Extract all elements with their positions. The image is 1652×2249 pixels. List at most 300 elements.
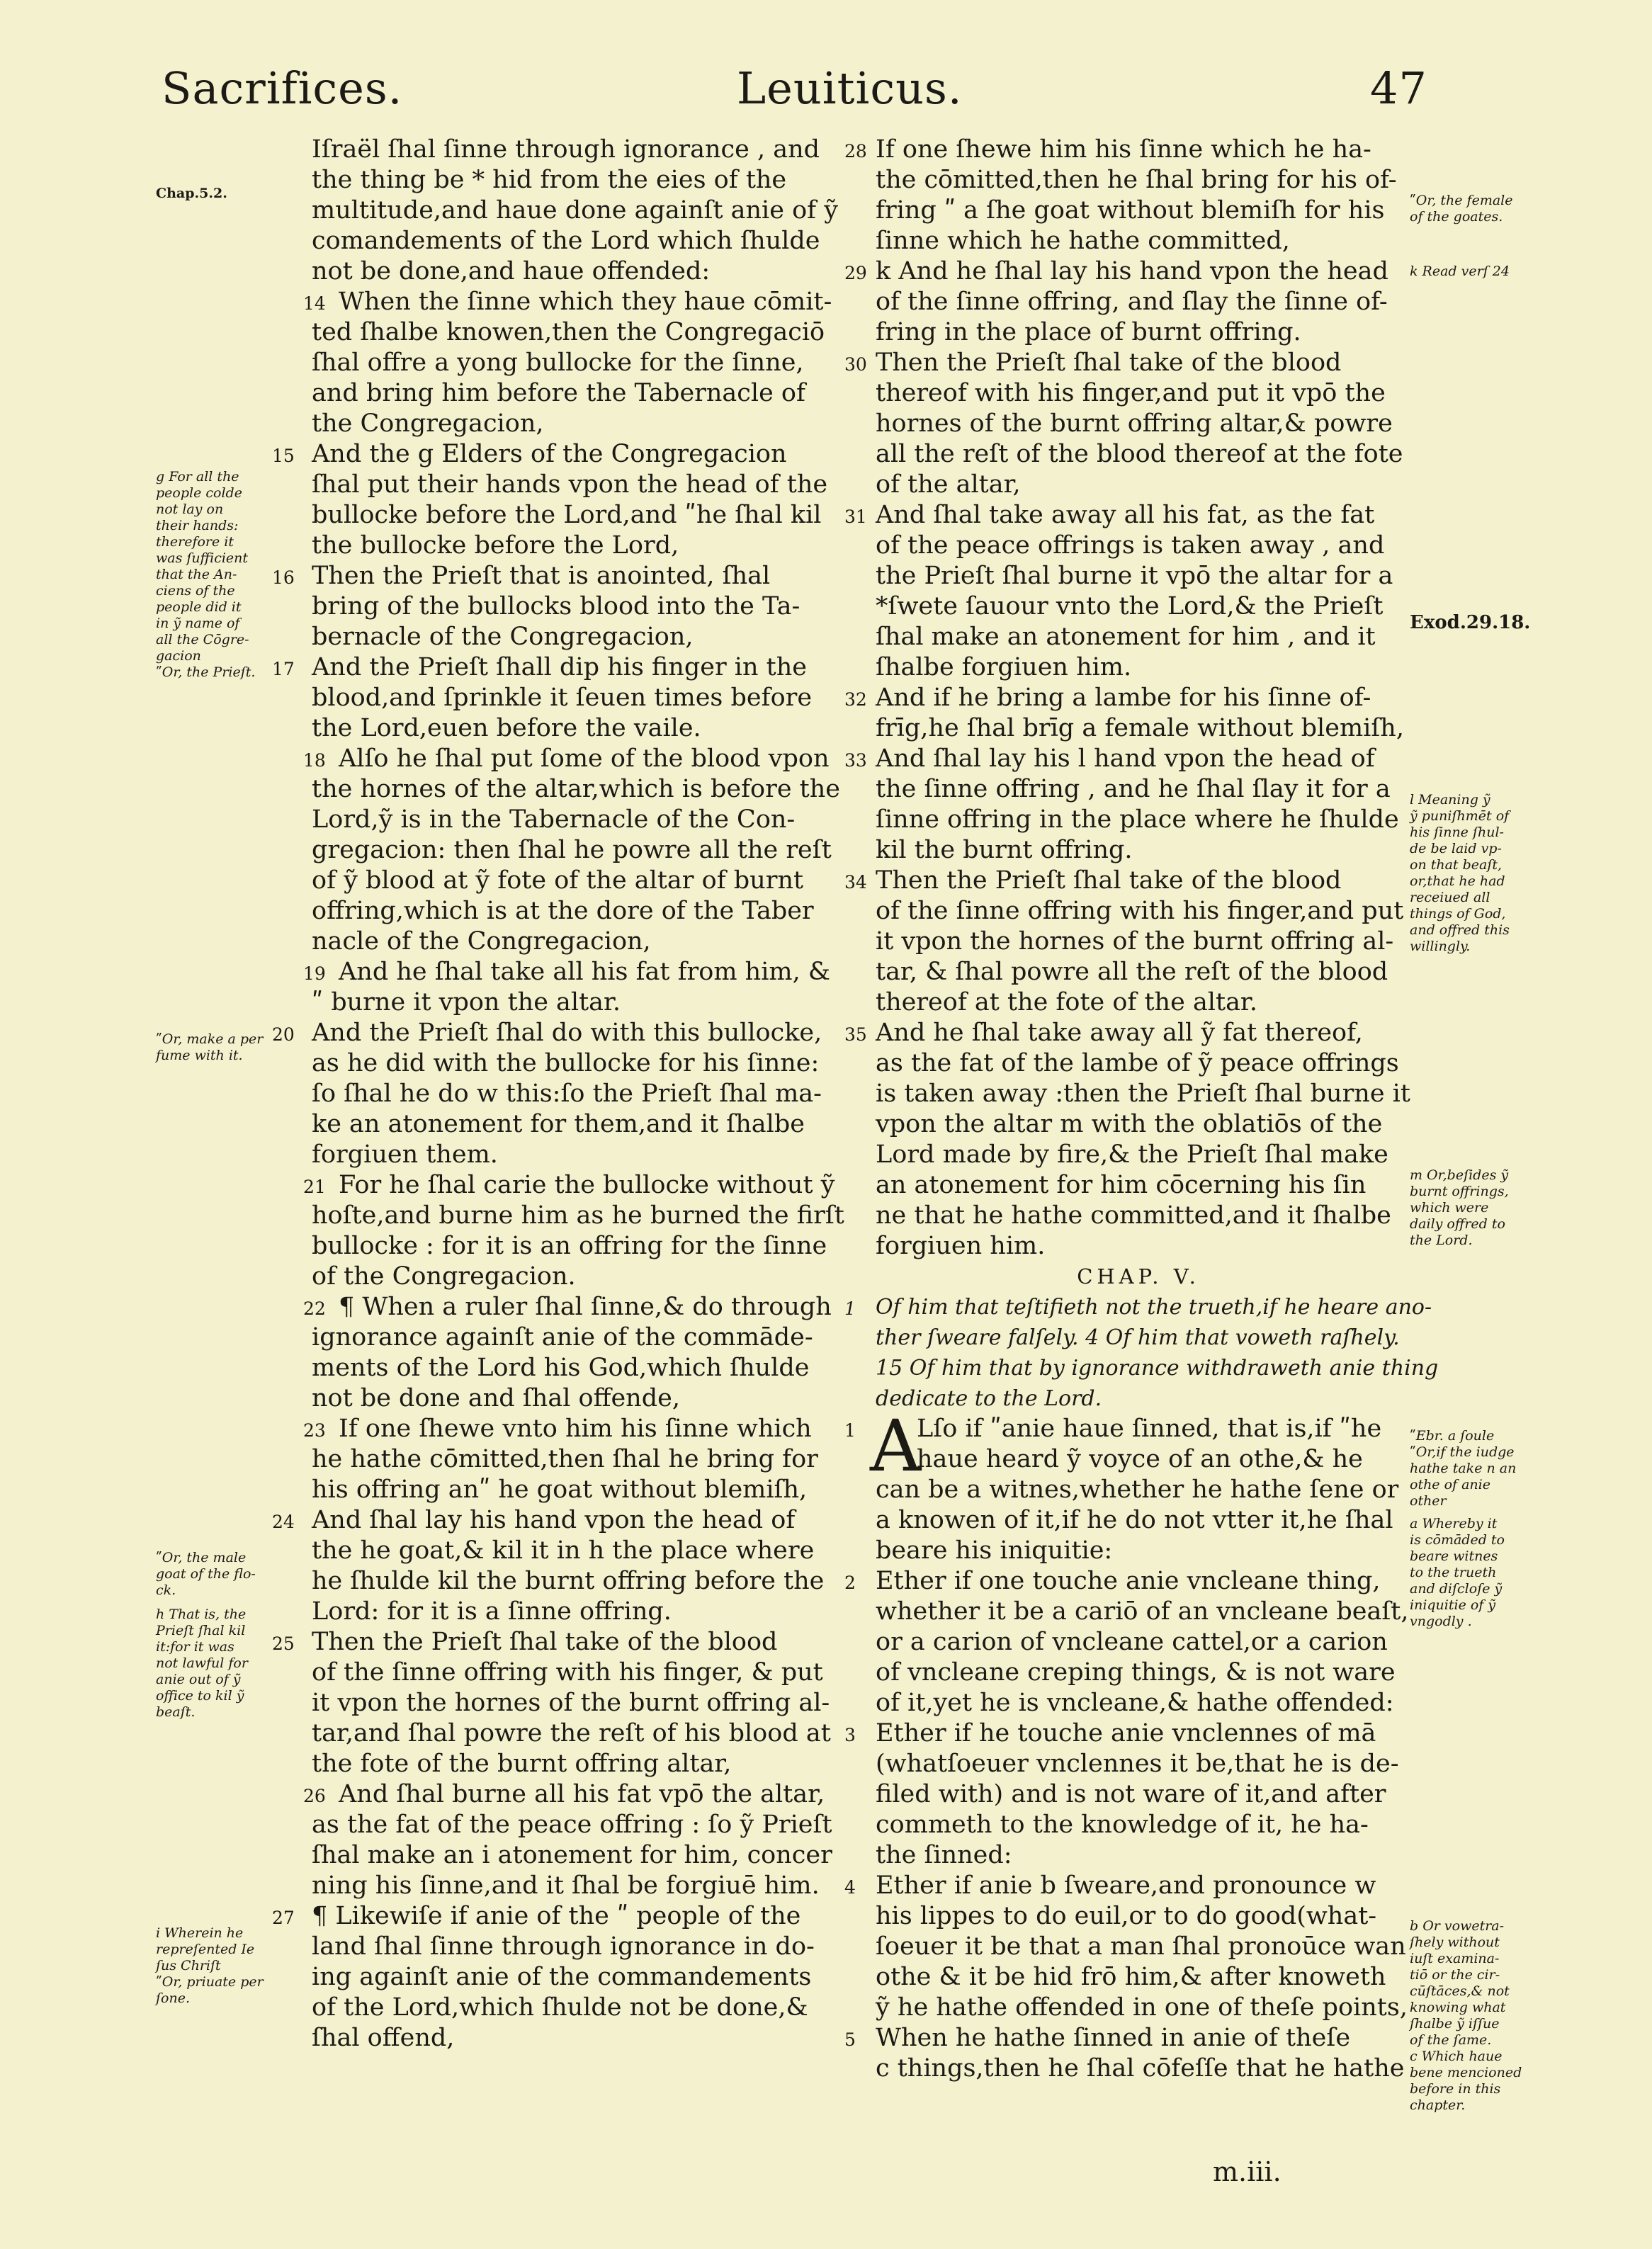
line-text: gregacion: then ſhal he powre all the reſt: [312, 836, 832, 864]
line-text: ſhal offre a yong bullocke for the ſinne,: [312, 349, 804, 377]
text-line: [876, 561, 1401, 591]
line-text: Of him that teſtifieth not the trueth,if he heare ano-: [876, 1295, 1432, 1320]
text-line: [844, 1566, 1401, 1597]
text-line: [876, 1962, 1401, 1993]
text-line: [844, 1292, 1432, 1322]
line-text: the ſinned:: [876, 1841, 1012, 1869]
text-line: [844, 1871, 1401, 1901]
line-text: bullocke before the Lord,and ʺhe ſhal kil: [312, 501, 822, 529]
text-line: [312, 774, 841, 805]
text-line: [312, 1749, 836, 1779]
line-text: of the ſinne offring with his finger,and put: [876, 897, 1404, 925]
text-line: [312, 622, 836, 652]
line-text: And the Prieſt ſhall dip his finger in the: [312, 653, 807, 681]
line-text: ke an atonement for them,and it ſhalbe: [312, 1110, 805, 1138]
line-text: of the altar,: [876, 470, 1021, 499]
line-text: of ỹ blood at ỹ fote of the altar of burnt: [312, 866, 804, 895]
line-text: For he ſhal carie the bullocke without ỹ: [339, 1171, 835, 1199]
line-text: Lſo if ʺanie haue ſinned, that is,if ʺhe: [917, 1415, 1382, 1443]
text-line: [876, 287, 1401, 317]
line-text: And ſhal lay his l hand vpon the head of: [876, 744, 1375, 773]
line-text: When he hathe ſinned in anie of theſe: [876, 2024, 1351, 2052]
line-text: a knowen of it,if he do not vtter it,he ſhal: [876, 1506, 1393, 1534]
verse-number: 17: [272, 659, 295, 679]
margin-note-right: k Read verſ 24: [1410, 264, 1510, 279]
text-line: [876, 1353, 1439, 1383]
line-text: And ſhal lay his hand vpon the head of: [312, 1506, 796, 1534]
line-text: ſo ſhal he do w this:ſo the Prieſt ſhal ma-: [312, 1080, 822, 1108]
text-line: [876, 1749, 1401, 1779]
text-line: [876, 1627, 1401, 1658]
line-text: tar,and ſhal powre the reſt of his blood at: [312, 1719, 831, 1747]
line-text: is taken away :then the Prieſt ſhal burne it: [876, 1080, 1410, 1108]
signature-mark: m.iii.: [1213, 2156, 1282, 2187]
margin-note-right: m Or,beſides ỹ burnt offrings, which were daily offred to the Lord.: [1410, 1167, 1509, 1248]
line-text: And he ſhal take all his fat from him, &: [339, 958, 831, 986]
text-line: [312, 1262, 836, 1292]
line-text: it vpon the hornes of the burnt offring al-: [876, 927, 1394, 956]
text-line: [876, 439, 1401, 470]
margin-note-left: ʺOr, make a per fume with it.: [156, 1031, 264, 1063]
line-text: the Congregacion,: [312, 409, 544, 438]
text-line: [876, 165, 1401, 196]
line-text: And ſhal take away all his fat, as the fat: [876, 501, 1375, 529]
text-line: [844, 1414, 1401, 1444]
text-line: [876, 652, 1401, 683]
line-text: blood,and ſprinkle it ſeuen times before: [312, 684, 813, 712]
line-text: his lippes to do euil,or to do good(what-: [876, 1902, 1377, 1930]
text-line: [876, 1901, 1401, 1932]
text-line: [272, 439, 836, 470]
text-line: [303, 957, 836, 987]
line-text: he ſhulde kil the burnt offring before the: [312, 1567, 825, 1595]
line-text: the thing be * hid from the eies of the: [312, 166, 787, 194]
text-line: [312, 1688, 836, 1718]
line-text: Lord: for it is a ſinne offring.: [312, 1597, 672, 1626]
text-line: [876, 1201, 1401, 1231]
text-line: [876, 1383, 1401, 1414]
line-text: *ſwete ſauour vnto the Lord,& the Prieſt: [876, 592, 1384, 621]
line-text: ſhal offend,: [312, 2024, 455, 2052]
line-text: ſhalbe forgiuen him.: [876, 653, 1132, 681]
line-text: ments of the Lord his God,which ſhulde: [312, 1354, 810, 1382]
verse-number: 29: [844, 263, 867, 283]
text-line: [844, 683, 1401, 713]
line-text: When the ſinne which they haue cōmit-: [339, 288, 832, 316]
line-text: thereof at the fote of the altar.: [876, 988, 1257, 1016]
line-text: the cōmitted,then he ſhal bring for his of-: [876, 166, 1397, 194]
line-text: ¶ When a ruler ſhal ſinne,& do through: [339, 1293, 832, 1321]
line-text: ſinne which he hathe committed,: [876, 227, 1290, 255]
line-text: If one ſhewe him his ſinne which he ha-: [876, 135, 1371, 164]
line-text: comandements of the Lord which ſhulde: [312, 227, 820, 255]
line-text: Then the Prieſt ſhal take of the blood: [876, 349, 1342, 377]
text-line: [312, 1353, 836, 1383]
text-line: [272, 1018, 836, 1048]
running-head-title: Leuiticus.: [737, 62, 963, 114]
text-line: [844, 866, 1401, 896]
line-text: Alſo he ſhal put ſome of the blood vpon: [339, 744, 830, 773]
drop-capital: A: [870, 1405, 922, 1488]
text-line: [312, 1383, 836, 1414]
line-text: of vncleane creping things, & is not ware: [876, 1658, 1396, 1687]
text-line: [303, 1414, 836, 1444]
verse-number: 28: [844, 141, 867, 162]
line-text: fring in the place of burnt offring.: [876, 318, 1301, 346]
margin-note-right: b Or vowetra- ſhely without iuſt examina- tiō or the cir- cūſtāces,& not knowing what ſhalbe ỹ iſſue of the ſame. c Which haue bene mencioned before in this chapter.: [1410, 1918, 1522, 2113]
text-line: [876, 805, 1401, 835]
text-line: [876, 1779, 1401, 1810]
verse-number: 1: [844, 1298, 856, 1319]
line-text: c things,then he ſhal cōfeſſe that he hathe: [876, 2054, 1405, 2083]
line-text: dedicate to the Lord.: [876, 1386, 1102, 1411]
line-text: of the ſinne offring with his finger, & put: [312, 1658, 823, 1687]
line-text: ning his ſinne,and it ſhal be forgiuē him.: [312, 1871, 820, 1900]
chapter-heading: CHAP. V.: [1077, 1264, 1200, 1288]
verse-number: 3: [844, 1725, 856, 1745]
text-line: [876, 1322, 1401, 1353]
line-text: ther ſweare falſely. 4 Of him that voweth raſhely.: [876, 1325, 1400, 1350]
line-text: all the reſt of the blood thereof at the fote: [876, 440, 1403, 468]
verse-number: 31: [844, 506, 867, 527]
text-line: [312, 927, 836, 957]
line-text: ted ſhalbe knowen,then the Congregaciō: [312, 318, 825, 346]
text-line: [312, 1718, 836, 1749]
line-text: Ether if anie b ſweare,and pronounce w: [876, 1871, 1376, 1900]
text-line: [312, 409, 836, 439]
line-text: it vpon the hornes of the burnt offring al-: [312, 1689, 830, 1717]
text-line: [876, 1932, 1406, 1962]
line-text: as the fat of the peace offring : ſo ỹ Prieſt: [312, 1811, 832, 1839]
text-line: [312, 591, 836, 622]
line-text: the Prieſt ſhal burne it vpō the altar for a: [876, 562, 1393, 590]
text-line: [312, 165, 836, 196]
line-text: filed with) and is not ware of it,and after: [876, 1780, 1386, 1808]
line-text: Then the Prieſt ſhal take of the blood: [876, 866, 1342, 895]
line-text: the bullocke before the Lord,: [312, 531, 679, 560]
verse-number: 16: [272, 567, 295, 588]
line-text: ſoeuer it be that a man ſhal pronoūce wan: [876, 1932, 1406, 1961]
line-text: offring,which is at the dore of the Taber: [312, 897, 814, 925]
text-line: [303, 1779, 836, 1810]
text-line: [876, 1688, 1401, 1718]
line-text: or a carion of vncleane cattel,or a carion: [876, 1628, 1388, 1656]
line-text: ſinne offring in the place where he ſhulde: [876, 805, 1399, 834]
line-text: bring of the bullocks blood into the Ta-: [312, 592, 800, 621]
line-text: haue heard ỹ voyce of an othe,& he: [917, 1445, 1363, 1473]
text-line: [876, 591, 1401, 622]
line-text: ʺ burne it vpon the altar.: [312, 988, 621, 1016]
text-line: [876, 409, 1401, 439]
line-text: multitude,and haue done againſt anie of ỹ: [312, 196, 838, 225]
line-text: Lord made by fire,& the Prieſt ſhal make: [876, 1140, 1388, 1169]
line-text: he hathe cōmitted,then ſhal he bring for: [312, 1445, 818, 1473]
line-text: Iſraël ſhal ſinne through ignorance , and: [312, 135, 820, 164]
line-text: bernacle of the Congregacion,: [312, 623, 694, 651]
text-line: [312, 1871, 836, 1901]
margin-note-right: ʺEbr. a ſoule ʺOr,if the iudge hathe take n an othe of anie other: [1410, 1428, 1517, 1509]
text-line: [312, 1322, 836, 1353]
verse-number: 34: [844, 872, 867, 893]
text-line: [312, 1048, 836, 1079]
verse-number: 4: [844, 1877, 856, 1898]
line-text: And if he bring a lambe for his ſinne of-: [876, 684, 1371, 712]
line-text: hoſte,and burne him as he burned the firſt: [312, 1201, 844, 1230]
text-line: [876, 2053, 1405, 2084]
verse-number: 20: [272, 1024, 295, 1045]
right-text-column: [844, 135, 1439, 2084]
text-line: [312, 835, 836, 866]
line-text: vpon the altar m with the oblatiōs of the: [876, 1110, 1383, 1138]
text-line: [312, 1932, 836, 1962]
verse-number: 2: [844, 1573, 856, 1593]
verse-number: 35: [844, 1024, 867, 1045]
line-text: tar, & ſhal powre all the reſt of the blood: [876, 958, 1388, 986]
text-line: [844, 1718, 1401, 1749]
text-line: [876, 896, 1404, 927]
line-text: ſhal make an i atonement for him, concer: [312, 1841, 832, 1869]
text-line: [876, 987, 1401, 1018]
line-text: forgiuen them.: [312, 1140, 498, 1169]
text-line: [876, 531, 1401, 561]
text-line: [312, 317, 836, 348]
text-line: [876, 622, 1401, 652]
verse-number: 27: [272, 1908, 295, 1928]
line-text: ignorance againſt anie of the commāde-: [312, 1323, 813, 1352]
text-line: [312, 378, 836, 409]
text-line: [876, 1505, 1401, 1536]
margin-note-right: l Meaning ỹ ỹ puniſhmēt of his ſinne ſhul- de be laid vp- on that beaſt, or,that he had receiued all things of God, and offred this willingly.: [1410, 792, 1510, 954]
text-line: [876, 713, 1404, 744]
text-line: [312, 683, 836, 713]
line-text: fring ʺ a ſhe goat without blemiſh for his: [876, 196, 1385, 225]
text-line: [876, 774, 1401, 805]
line-text: And the g Elders of the Congregacion: [312, 440, 787, 468]
text-line: [312, 896, 836, 927]
running-head-left: Sacrifices.: [162, 62, 403, 114]
text-line: [876, 226, 1401, 256]
text-line: [303, 1170, 836, 1201]
text-line: [876, 1109, 1401, 1140]
line-text: kil the burnt offring.: [876, 836, 1133, 864]
text-line: [876, 957, 1401, 987]
line-text: of it,yet he is vncleane,& hathe offended:: [876, 1689, 1394, 1717]
text-line: [876, 1597, 1409, 1627]
line-text: ſhal put their hands vpon the head of the: [312, 470, 828, 499]
text-line: [312, 256, 836, 287]
line-text: as he did with the bullocke for his ſinne:: [312, 1049, 820, 1077]
verse-number: 15: [272, 446, 295, 466]
text-line: [272, 1505, 836, 1536]
text-line: [876, 196, 1401, 226]
margin-note-left: ʺOr, the male goat of the flo- ck.: [156, 1550, 256, 1598]
text-line: [844, 744, 1401, 774]
left-text-column: [272, 135, 844, 2053]
line-text: Ether if one touche anie vncleane thing,: [876, 1567, 1381, 1595]
line-text: ing againſt anie of the commandements: [312, 1963, 812, 1991]
text-line: [312, 470, 836, 500]
page-number: 47: [1370, 62, 1427, 114]
text-line: [876, 317, 1401, 348]
verse-number: 22: [303, 1298, 326, 1319]
line-text: thereof with his finger,and put it vpō the: [876, 379, 1386, 407]
line-text: (whatſoeuer vnclennes it be,that he is de-: [876, 1750, 1399, 1778]
verse-number: 24: [272, 1512, 295, 1532]
line-text: of the ſinne offring, and ſlay the ſinne of-: [876, 288, 1388, 316]
line-text: the hornes of the altar,which is before the: [312, 775, 841, 803]
verse-number: 21: [303, 1177, 326, 1197]
line-text: not be done and ſhal offende,: [312, 1384, 680, 1412]
text-line: [876, 1993, 1408, 2023]
verse-number: 30: [844, 354, 867, 375]
text-line: [876, 1536, 1401, 1566]
line-text: of the Congregacion.: [312, 1262, 576, 1291]
text-line: [312, 1840, 836, 1871]
text-line: [876, 378, 1401, 409]
text-line: [312, 805, 836, 835]
text-line: [876, 1810, 1401, 1840]
text-line: [312, 1444, 836, 1475]
verse-number: 23: [303, 1420, 326, 1441]
verse-number: 33: [844, 750, 867, 771]
text-line: [272, 1627, 836, 1658]
margin-note-left: i Wherein he repreſented Ie ſus Chriſt ʺOr, priuate per ſone.: [156, 1925, 264, 2006]
text-line: [312, 987, 836, 1018]
text-line: [312, 1536, 836, 1566]
text-line: [876, 1840, 1401, 1871]
line-text: k And he ſhal lay his hand vpon the head: [876, 257, 1388, 285]
text-line: [312, 1993, 836, 2023]
line-text: Lord,ỹ is in the Tabernacle of the Con-: [312, 805, 796, 834]
line-text: And he ſhal take away all ỹ fat thereof,: [876, 1019, 1363, 1047]
text-line: [303, 1292, 836, 1322]
text-line: [272, 1901, 836, 1932]
text-line: [303, 744, 836, 774]
text-line: [844, 1018, 1401, 1048]
text-line: [312, 1475, 836, 1505]
verse-number: 5: [844, 2029, 856, 2050]
line-text: his offring anʺ he goat without blemiſh,: [312, 1475, 808, 1504]
text-line: [312, 531, 836, 561]
verse-number: 1: [844, 1420, 856, 1441]
line-text: Then the Prieſt that is anointed, ſhal: [312, 562, 771, 590]
margin-note-right: Exod.29.18.: [1410, 612, 1531, 633]
line-text: ¶ Likewiſe if anie of the ʺ people of the: [312, 1902, 801, 1930]
text-line: [844, 2023, 1401, 2053]
line-text: 15 Of him that by ignorance withdraweth anie thing: [876, 1356, 1439, 1381]
text-line: [312, 1962, 836, 1993]
text-line: [876, 1475, 1401, 1505]
line-text: land ſhal ſinne through ignorance in do-: [312, 1932, 815, 1961]
text-line: [312, 1231, 836, 1262]
line-text: Ether if he touche anie vnclennes of mā: [876, 1719, 1376, 1747]
text-line: [312, 866, 836, 896]
text-line: [312, 135, 836, 165]
text-line: [272, 561, 836, 591]
margin-note-left: h That is, the Prieſt ſhal kil it:for it was not lawful for anie out of ỹ office to kil ỹ beaſt.: [156, 1607, 248, 1720]
verse-number: 19: [303, 963, 326, 984]
verse-number: 26: [303, 1786, 326, 1806]
text-line: [312, 2023, 836, 2053]
text-line: [876, 835, 1401, 866]
text-line: [312, 1810, 836, 1840]
text-line: [844, 500, 1401, 531]
line-text: as the fat of the lambe of ỹ peace offrings: [876, 1049, 1399, 1077]
line-text: ne that he hathe committed,and it ſhalbe: [876, 1201, 1391, 1230]
text-line: [312, 500, 836, 531]
verse-number: 32: [844, 689, 867, 710]
line-text: othe & it be hid frō him,& after knoweth: [876, 1963, 1386, 1991]
margin-note-left: Chap.5.2.: [156, 186, 227, 201]
text-line: [876, 1170, 1401, 1201]
margin-note-left: g For all the people colde not lay on their hands: therefore it was ſufficient that the An- ciens of the people did it in ỹ name of all the Cōgre- gacion ʺOr, the Prieſt.: [156, 469, 256, 680]
verse-number: 14: [303, 293, 326, 314]
line-text: of the Lord,which ſhulde not be done,&: [312, 1993, 808, 2022]
text-line: [876, 1231, 1401, 1262]
line-text: frīg,he ſhal brīg a female without blemiſh,: [876, 714, 1404, 742]
text-line: [876, 1048, 1401, 1079]
line-text: ſhal make an atonement for him , and it: [876, 623, 1376, 651]
margin-note-right: ʺOr, the female of the goates.: [1410, 193, 1513, 225]
text-line: [312, 1079, 836, 1109]
text-line: [312, 1566, 836, 1597]
text-line: [312, 348, 836, 378]
text-line: [876, 1658, 1401, 1688]
line-text: And the Prieſt ſhal do with this bullocke,: [312, 1019, 822, 1047]
line-text: the ſinne offring , and he ſhal ſlay it for a: [876, 775, 1391, 803]
text-line: [876, 1444, 1401, 1475]
text-line: [844, 348, 1401, 378]
verse-number: 18: [303, 750, 326, 771]
line-text: the Lord,euen before the vaile.: [312, 714, 701, 742]
text-line: [272, 652, 836, 683]
line-text: Then the Prieſt ſhal take of the blood: [312, 1628, 778, 1656]
text-line: [312, 226, 836, 256]
text-line: [312, 1201, 844, 1231]
line-text: forgiuen him.: [876, 1232, 1046, 1260]
text-line: [312, 1140, 836, 1170]
text-line: [303, 287, 836, 317]
line-text: of the peace offrings is taken away , and: [876, 531, 1385, 560]
text-line: [876, 1140, 1401, 1170]
line-text: an atonement for him cōcerning his ſin: [876, 1171, 1367, 1199]
text-line: [312, 196, 836, 226]
verse-number: 25: [272, 1633, 295, 1654]
text-line: [876, 1079, 1410, 1109]
text-line: [844, 256, 1401, 287]
line-text: the fote of the burnt offring altar,: [312, 1750, 732, 1778]
line-text: And ſhal burne all his fat vpō the altar,: [339, 1780, 825, 1808]
text-line: [312, 713, 836, 744]
line-text: commeth to the knowledge of it, he ha-: [876, 1811, 1369, 1839]
line-text: bullocke : for it is an offring for the ſinne: [312, 1232, 827, 1260]
text-line: [312, 1597, 836, 1627]
line-text: and bring him before the Tabernacle of: [312, 379, 805, 407]
text-line: [312, 1658, 836, 1688]
text-line: [312, 1109, 836, 1140]
margin-note-right: a Whereby it is cōmāded to beare witnes to the trueth and diſcloſe ỹ iniquitie of ỹ vngodly .: [1410, 1516, 1505, 1629]
line-text: If one ſhewe vnto him his ſinne which: [339, 1415, 812, 1443]
line-text: nacle of the Congregacion,: [312, 927, 651, 956]
line-text: can be a witnes,whether he hathe ſene or: [876, 1475, 1399, 1504]
text-line: [876, 470, 1401, 500]
line-text: whether it be a cariō of an vncleane beaſt,: [876, 1597, 1409, 1626]
line-text: beare his iniquitie:: [876, 1536, 1113, 1565]
line-text: hornes of the burnt offring altar,& powre: [876, 409, 1393, 438]
text-line: [876, 927, 1401, 957]
line-text: the he goat,& kil it in h the place where: [312, 1536, 815, 1565]
chapter-text: [844, 1405, 1409, 2084]
